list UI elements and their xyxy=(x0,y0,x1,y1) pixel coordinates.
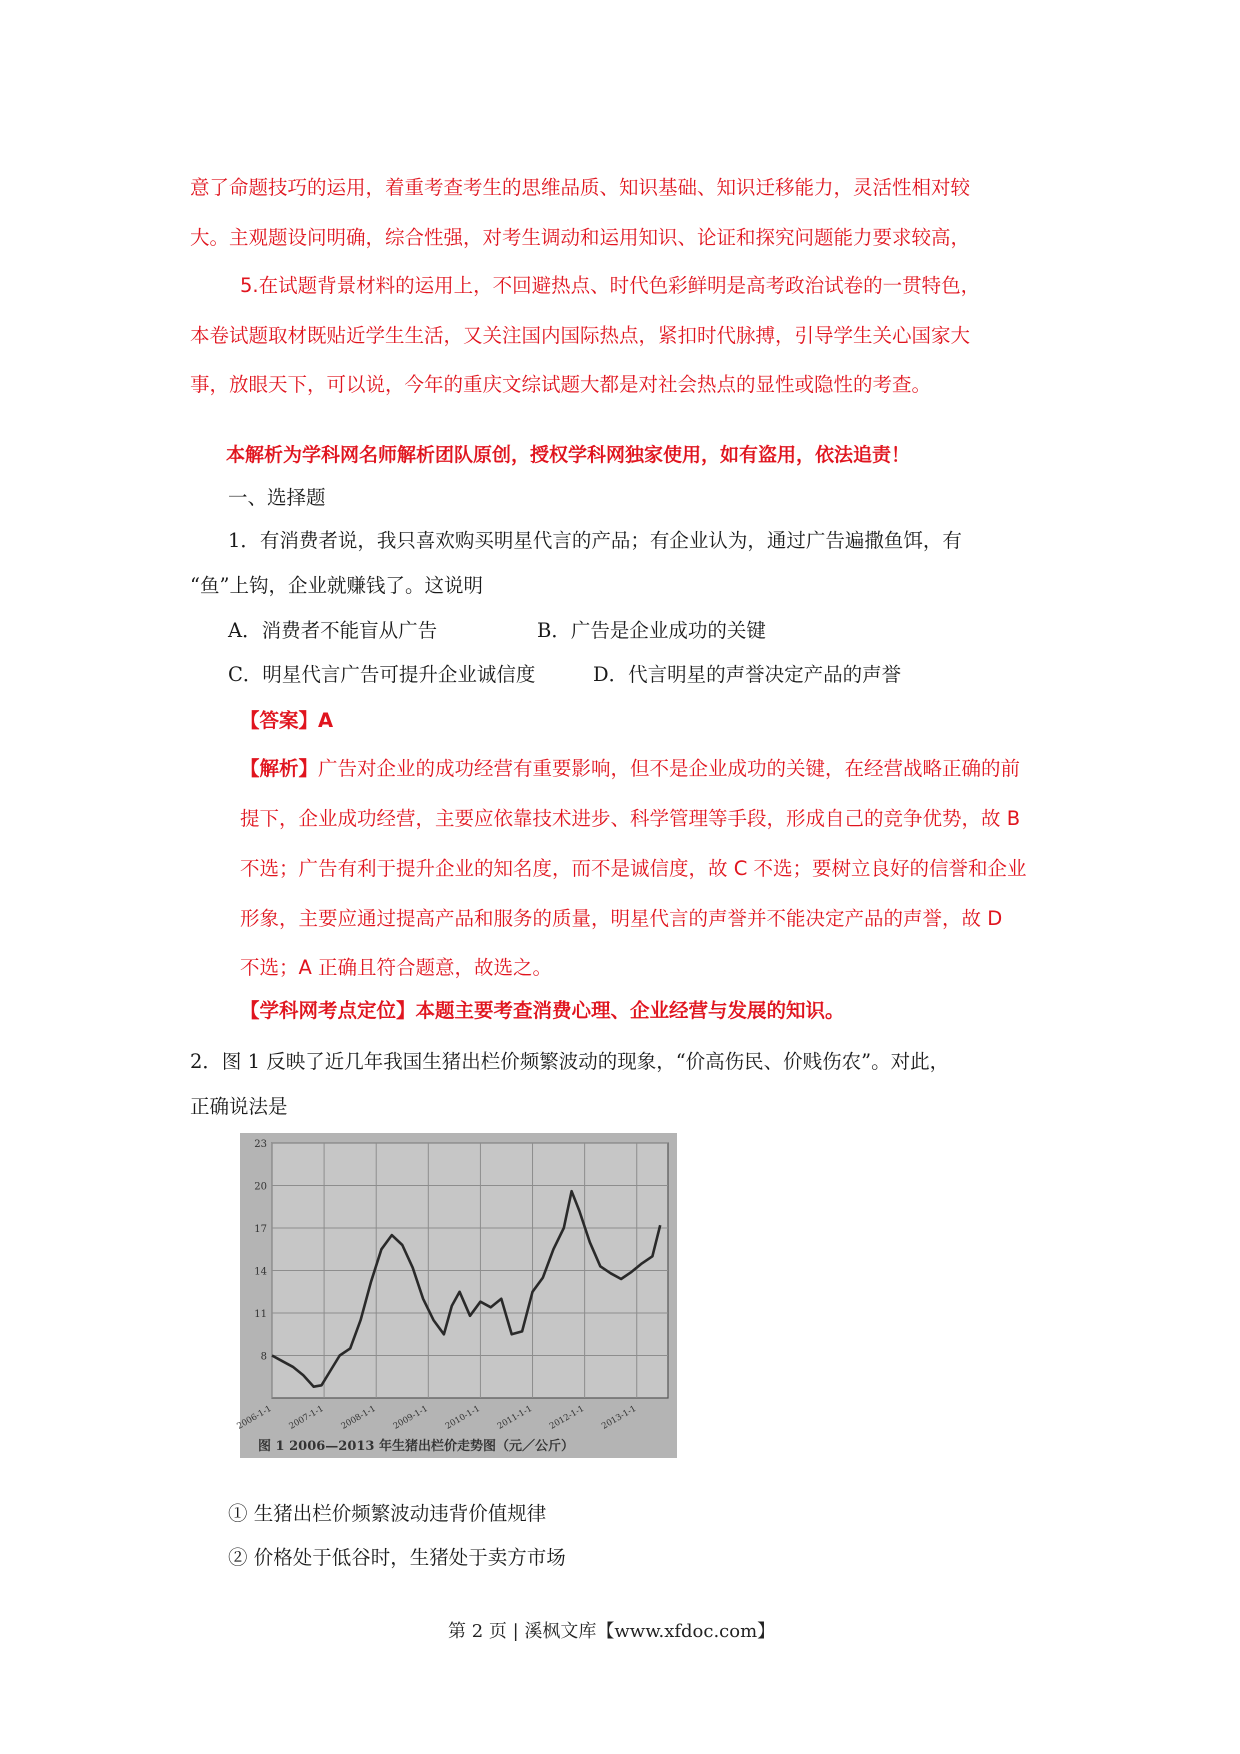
price-trend-figure xyxy=(235,1133,677,1458)
point-text: 本题主要考查消费心理、企业经营与发展的知识。 xyxy=(415,999,845,1022)
y-tick-label: 14 xyxy=(254,1266,267,1278)
x-tick-label: 2010-1-1 xyxy=(443,1403,482,1432)
answer-value: A xyxy=(318,709,334,732)
intro-line-1: 意了命题技巧的运用，着重考查考生的思维品质、知识基础、知识迁移能力，灵活性相对较 xyxy=(190,176,971,199)
x-tick-label: 2008-1-1 xyxy=(339,1403,378,1432)
intro-line-2: 大。主观题设问明确，综合性强，对考生调动和运用知识、论证和探究问题能力要求较高， xyxy=(190,226,971,249)
x-tick-label: 2013-1-1 xyxy=(600,1403,639,1432)
x-tick-label: 2007-1-1 xyxy=(287,1403,326,1432)
section-title: 一、选择题 xyxy=(228,486,326,509)
q1-option-a: A．消费者不能盲从广告 xyxy=(228,619,438,642)
q2-stem-line-1: 2．图 1 反映了近几年我国生猪出栏价频繁波动的现象，“价高伤民、价贱伤农”。对此， xyxy=(190,1050,950,1073)
page-footer: 第 2 页 | 溪枫文库【www.xfdoc.com】 xyxy=(448,1621,776,1642)
q1-analysis-line-5: 不选；A 正确且符合题意，故选之。 xyxy=(240,956,553,979)
q2-item-1: ① 生猪出栏价频繁波动违背价值规律 xyxy=(228,1502,547,1525)
q1-analysis-line-3: 不选；广告有利于提升企业的知名度，而不是诚信度，故 C 不选；要树立良好的信誉和企业 xyxy=(240,857,1027,880)
x-tick-label: 2012-1-1 xyxy=(548,1403,587,1432)
q1-stem-line-1: 1．有消费者说，我只喜欢购买明星代言的产品；有企业认为，通过广告遍撒鱼饵，有 xyxy=(228,529,962,552)
y-tick-label: 11 xyxy=(254,1309,267,1320)
y-tick-label: 8 xyxy=(260,1351,267,1363)
chart-title: 图 1 2006—2013 年生猪出栏价走势图（元／公斤） xyxy=(258,1439,574,1454)
answer-tag: 【答案】 xyxy=(240,709,319,732)
q1-option-c: C．明星代言广告可提升企业诚信度 xyxy=(228,663,536,686)
q1-analysis-line-4: 形象，主要应通过提高产品和服务的质量，明星代言的声誉并不能决定产品的声誉，故 D xyxy=(240,907,1003,930)
x-tick-label: 2006-1-1 xyxy=(235,1403,274,1432)
q1-answer xyxy=(240,705,333,733)
analysis-text-1: 广告对企业的成功经营有重要影响，但不是企业成功的关键，在经营战略正确的前 xyxy=(318,757,1021,780)
analysis-tag: 【解析】 xyxy=(240,757,319,780)
q1-option-d: D．代言明星的声誉决定产品的声誉 xyxy=(593,663,902,686)
intro-line-5: 事，放眼天下，可以说，今年的重庆文综试题大都是对社会热点的显性或隐性的考查。 xyxy=(190,373,932,396)
q1-option-b: B．广告是企业成功的关键 xyxy=(537,619,766,642)
price-trend-chart xyxy=(235,1133,677,1458)
q1-knowledge-point xyxy=(240,995,845,1023)
intro-line-4: 本卷试题取材既贴近学生生活，又关注国内国际热点，紧扣时代脉搏，引导学生关心国家大 xyxy=(190,324,971,347)
y-tick-label: 17 xyxy=(254,1224,267,1235)
y-tick-label: 23 xyxy=(254,1139,267,1150)
copyright-notice: 本解析为学科网名师解析团队原创，授权学科网独家使用，如有盗用，依法追责！ xyxy=(226,444,911,466)
q1-stem-line-2: “鱼”上钩，企业就赚钱了。这说明 xyxy=(190,574,483,597)
intro-line-3: 5.在试题背景材料的运用上，不回避热点、时代色彩鲜明是高考政治试卷的一贯特色， xyxy=(240,274,981,297)
y-tick-label: 20 xyxy=(254,1181,267,1193)
q1-analysis-line-1 xyxy=(240,753,1020,781)
q2-stem-line-2: 正确说法是 xyxy=(190,1095,288,1118)
point-tag: 【学科网考点定位】 xyxy=(240,999,416,1022)
x-tick-label: 2009-1-1 xyxy=(391,1403,430,1432)
x-tick-label: 2011-1-1 xyxy=(495,1403,535,1432)
q1-analysis-line-2: 提下，企业成功经营，主要应依靠技术进步、科学管理等手段，形成自己的竞争优势，故 B xyxy=(240,807,1021,830)
q2-item-2: ② 价格处于低谷时，生猪处于卖方市场 xyxy=(228,1546,566,1569)
